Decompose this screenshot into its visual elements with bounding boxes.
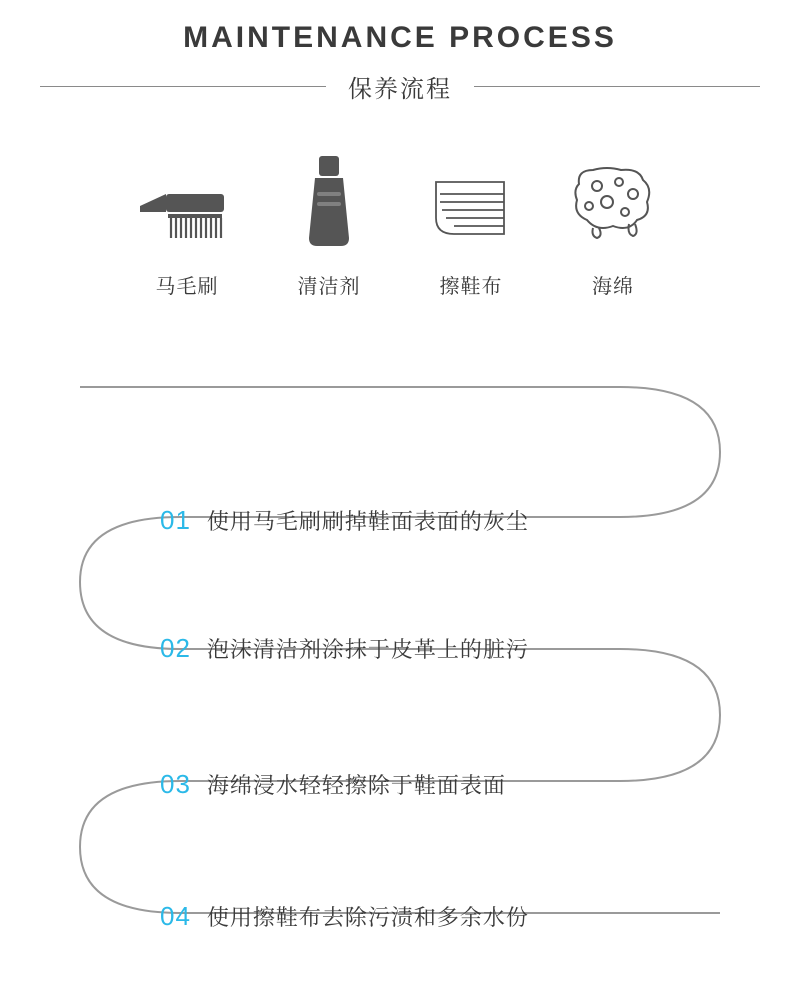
divider-left [40, 86, 326, 87]
tool-item-sponge [542, 152, 684, 299]
step-text: 使用马毛刷刷掉鞋面表面的灰尘 [206, 509, 529, 534]
shoe-cloth-icon [400, 152, 542, 252]
page-title-chinese: 保养流程 [348, 76, 452, 103]
step-item-01 [160, 505, 529, 545]
subtitle-row [0, 69, 800, 104]
step-number: 04 [160, 901, 191, 931]
sponge-icon [542, 152, 684, 252]
step-item-04 [160, 901, 529, 941]
tool-item-brush [116, 152, 258, 299]
step-number: 01 [160, 505, 191, 535]
divider-right [474, 86, 760, 87]
step-item-03 [160, 769, 506, 809]
tool-label: 清洁剂 [297, 276, 361, 298]
steps-diagram [0, 377, 800, 937]
tools-list [0, 152, 800, 299]
page-header [0, 0, 800, 104]
step-text: 海绵浸水轻轻擦除于鞋面表面 [206, 773, 506, 798]
tool-label: 马毛刷 [155, 276, 219, 298]
tool-item-cloth [400, 152, 542, 299]
page-title-english: MAINTENANCE PROCESS [183, 21, 617, 54]
step-item-02 [160, 633, 529, 673]
step-number: 03 [160, 769, 191, 799]
tool-label: 擦鞋布 [439, 276, 503, 298]
step-text: 使用擦鞋布去除污渍和多余水份 [206, 905, 529, 930]
step-number: 02 [160, 633, 191, 663]
tool-item-cleaner [258, 152, 400, 299]
tool-label: 海绵 [592, 276, 634, 298]
step-text: 泡沫清洁剂涂抹于皮革上的脏污 [206, 637, 529, 662]
cleaner-tube-icon [258, 152, 400, 252]
horsehair-brush-icon [116, 152, 258, 252]
